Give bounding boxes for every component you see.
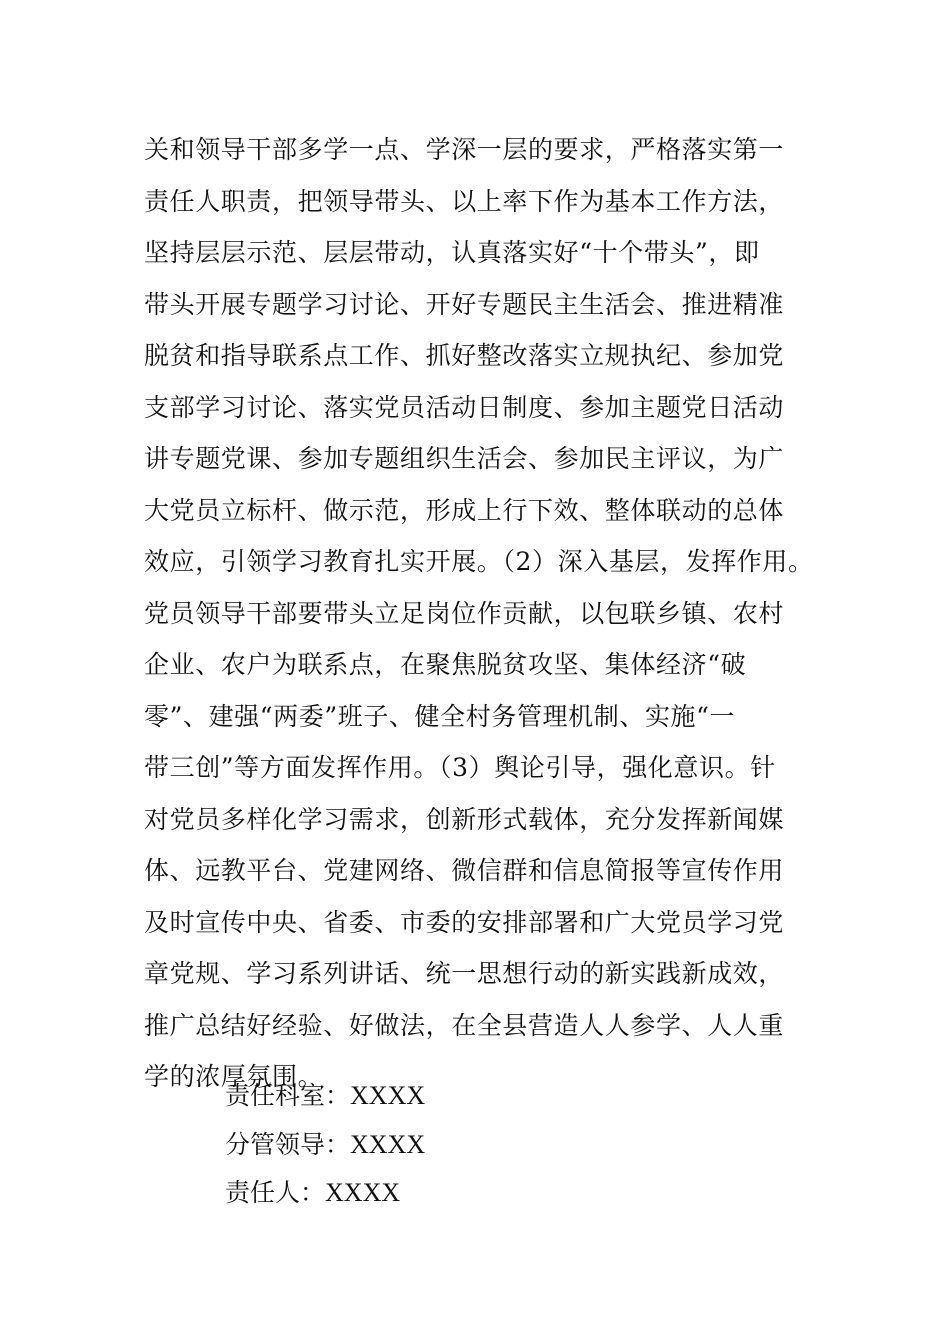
paragraph-line: 大党员立标杆、做示范，形成上行下效、整体联动的总体 <box>144 495 785 525</box>
paragraph-line: 脱贫和指导联系点工作、抓好整改落实立规执纪、参加党 <box>144 341 785 370</box>
body-paragraph <box>144 124 844 1103</box>
paragraph-line: 讲专题党课、参加专题组织生活会、参加民主评议，为广 <box>144 444 785 473</box>
paragraph-line: 体、远教平台、党建网络、微信群和信息简报等宣传作用 <box>144 856 785 885</box>
responsible-person-line <box>225 1169 725 1218</box>
responsible-office-line <box>225 1072 725 1121</box>
paragraph-line: 关和领导干部多学一点、学深一层的要求，严格落实第一 <box>144 135 785 164</box>
paragraph-line: 及时宣传中央、省委、市委的安排部署和广大党员学习党 <box>144 907 785 937</box>
paragraph-line: 党员领导干部要带头立足岗位作贡献，以包联乡镇、农村 <box>144 598 785 628</box>
supervising-leader-label: 分管领导： <box>225 1129 351 1159</box>
paragraph-line: 效应，引领学习教育扎实开展。（2）深入基层，发挥作用。 <box>144 547 814 576</box>
responsible-person-label: 责任人： <box>225 1178 326 1207</box>
responsible-person-value: XXXX <box>325 1178 401 1207</box>
responsibility-signoff <box>225 1072 725 1218</box>
supervising-leader-line <box>225 1121 725 1170</box>
paragraph-line: 零”、建强“两委”班子、健全村务管理机制、实施“一 <box>144 701 736 731</box>
paragraph-line: 责任人职责，把领导带头、以上率下作为基本工作方法， <box>144 186 785 216</box>
paragraph-line: 带头开展专题学习讨论、开好专题民主生活会、推进精准 <box>144 289 785 319</box>
supervising-leader-value: XXXX <box>350 1129 426 1159</box>
paragraph-line: 坚持层层示范、层层带动，认真落实好“十个带头”，即 <box>144 238 760 267</box>
responsible-office-value: XXXX <box>350 1081 426 1110</box>
paragraph-line: 支部学习讨论、落实党员活动日制度、参加主题党日活动 <box>144 392 785 422</box>
paragraph-line: 章党规、学习系列讲话、统一思想行动的新实践新成效， <box>144 959 785 988</box>
responsible-office-label: 责任科室： <box>225 1081 351 1110</box>
paragraph-line: 对党员多样化学习需求，创新形式载体，充分发挥新闻媒 <box>144 804 785 834</box>
paragraph-line: 推广总结好经验、好做法，在全县营造人人参学、人人重 <box>144 1010 785 1040</box>
paragraph-line: 企业、农户为联系点，在聚焦脱贫攻坚、集体经济“破 <box>144 650 747 679</box>
paragraph-line: 带三创”等方面发挥作用。（3）舆论引导，强化意识。针 <box>144 753 776 782</box>
paragraph-line: 学的浓厚氛围。 <box>144 1062 324 1091</box>
